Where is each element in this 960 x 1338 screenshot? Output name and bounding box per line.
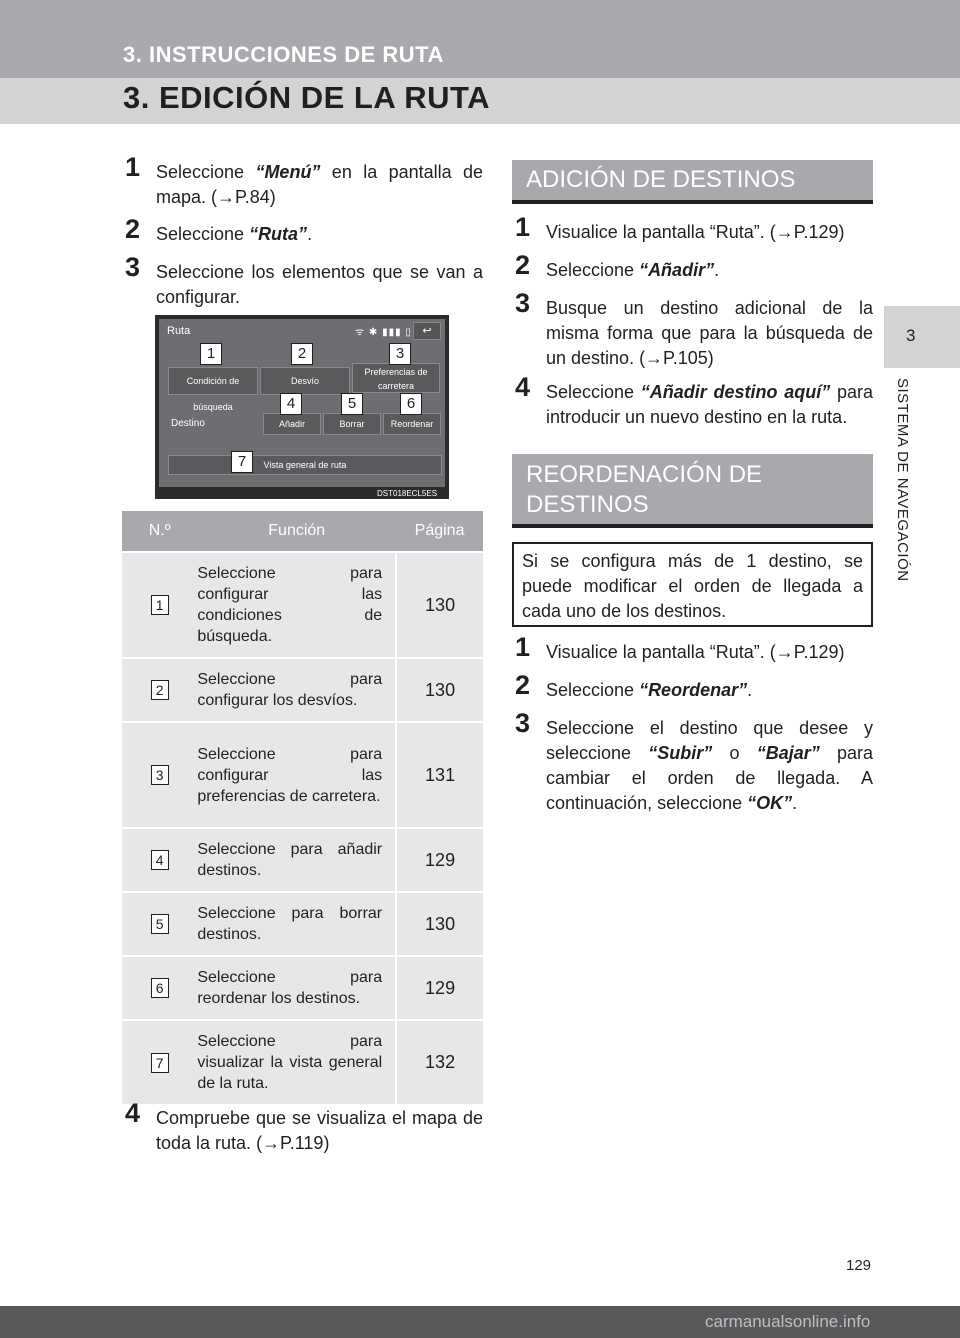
table-row bbox=[122, 956, 483, 1020]
screen-title: Ruta bbox=[167, 325, 191, 337]
page-header bbox=[0, 0, 960, 124]
callout-2: 2 bbox=[291, 343, 313, 365]
watermark-bar bbox=[0, 1306, 960, 1338]
table-row bbox=[122, 722, 483, 828]
preferencias-button: Preferencias de carretera bbox=[352, 363, 440, 393]
status-icons: ᯤ ✱ ▮▮▮ ▯ bbox=[355, 327, 412, 338]
callout-7: 7 bbox=[231, 451, 253, 473]
borrar-button: Borrar bbox=[323, 413, 381, 435]
row-number: 5 bbox=[151, 914, 169, 934]
adicion-step-4: 4 Seleccione “Añadir destino aquí” para introducir un nuevo destino en la ruta. bbox=[515, 372, 873, 427]
left-step-2: 2 Seleccione “Ruta”. bbox=[125, 214, 313, 244]
callout-6: 6 bbox=[400, 393, 422, 415]
col-header-page: Página bbox=[396, 511, 483, 552]
chapter-label: SISTEMA DE NAVEGACIÓN bbox=[894, 378, 911, 582]
left-step-1: 1 Seleccione “Menú” en la pantalla de mapa. (→P.84) bbox=[125, 152, 484, 207]
row-number: 1 bbox=[151, 595, 169, 615]
row-function: Seleccione para reordenar los destinos. bbox=[197, 956, 396, 1020]
row-number: 3 bbox=[151, 765, 169, 785]
page-title: 3. EDICIÓN DE LA RUTA bbox=[123, 80, 491, 115]
reordenacion-step-1: 1 Visualice la pantalla “Ruta”. (→P.129) bbox=[515, 632, 845, 662]
col-header-function: Función bbox=[197, 511, 396, 552]
ruta-screen-image bbox=[155, 315, 449, 499]
row-function: Seleccione para configurar los desvíos. bbox=[197, 658, 396, 722]
reordenacion-step-2: 2 Seleccione “Reordenar”. bbox=[515, 670, 753, 700]
callout-5: 5 bbox=[341, 393, 363, 415]
left-step-3: 3 Seleccione los elementos que se van a configurar. bbox=[125, 252, 483, 307]
row-function: Seleccione para configurar las condiciones de búsqueda. bbox=[197, 552, 396, 658]
function-table bbox=[122, 511, 483, 1104]
anadir-button: Añadir bbox=[263, 413, 321, 435]
image-code: DST018ECL5ES bbox=[377, 489, 438, 498]
reordenar-button: Reordenar bbox=[383, 413, 441, 435]
row-number: 7 bbox=[151, 1053, 169, 1073]
adicion-heading: ADICIÓN DE DESTINOS bbox=[512, 160, 873, 204]
row-page: 130 bbox=[396, 552, 483, 658]
row-function: Seleccione para visualizar la vista general de la ruta. bbox=[197, 1020, 396, 1104]
chapter-tab bbox=[884, 306, 960, 368]
table-row bbox=[122, 552, 483, 658]
row-function: Seleccione para borrar destinos. bbox=[197, 892, 396, 956]
col-header-number: N.º bbox=[122, 511, 197, 552]
table-row bbox=[122, 658, 483, 722]
chapter-number: 3 bbox=[906, 326, 916, 345]
vista-general-button: Vista general de ruta bbox=[168, 455, 442, 475]
row-page: 129 bbox=[396, 828, 483, 892]
table-row bbox=[122, 892, 483, 956]
row-page: 130 bbox=[396, 892, 483, 956]
watermark-text[interactable]: carmanualsonline.info bbox=[705, 1312, 871, 1331]
row-page: 129 bbox=[396, 956, 483, 1020]
condicion-busqueda-button: Condición de búsqueda bbox=[168, 367, 258, 395]
row-page: 132 bbox=[396, 1020, 483, 1104]
section-label: 3. INSTRUCCIONES DE RUTA bbox=[123, 42, 444, 67]
reordenacion-step-3: 3 Seleccione el destino que desee y seleccione “Subir” o “Bajar” para cambiar el orden de llegada. A continuación, seleccione “OK”. bbox=[515, 708, 873, 813]
back-icon: ↩ bbox=[413, 322, 441, 340]
page-number: 129 bbox=[846, 1257, 872, 1274]
row-function: Seleccione para añadir destinos. bbox=[197, 828, 396, 892]
callout-3: 3 bbox=[389, 343, 411, 365]
left-step-4: 4 Compruebe que se visualiza el mapa de toda la ruta. (→P.119) bbox=[125, 1098, 483, 1153]
table-row bbox=[122, 828, 483, 892]
desvio-button: Desvío bbox=[260, 367, 350, 395]
row-function: Seleccione para configurar las preferencias de carretera. bbox=[197, 722, 396, 828]
row-page: 131 bbox=[396, 722, 483, 828]
reordenacion-heading: REORDENACIÓN DE DESTINOS bbox=[512, 454, 873, 528]
row-number: 6 bbox=[151, 978, 169, 998]
adicion-step-2: 2 Seleccione “Añadir”. bbox=[515, 250, 720, 280]
row-number: 4 bbox=[151, 850, 169, 870]
row-page: 130 bbox=[396, 658, 483, 722]
destino-label: Destino bbox=[171, 418, 205, 429]
adicion-step-1: 1 Visualice la pantalla “Ruta”. (→P.129) bbox=[515, 212, 845, 242]
callout-4: 4 bbox=[280, 393, 302, 415]
table-row bbox=[122, 1020, 483, 1104]
adicion-step-3: 3 Busque un destino adicional de la misma forma que para la búsqueda de un destino. (→P.105) bbox=[515, 288, 873, 368]
reordenacion-note: Si se configura más de 1 destino, se puede modificar el orden de llegada a cada uno de los destinos. bbox=[512, 542, 873, 627]
callout-1: 1 bbox=[200, 343, 222, 365]
row-number: 2 bbox=[151, 680, 169, 700]
